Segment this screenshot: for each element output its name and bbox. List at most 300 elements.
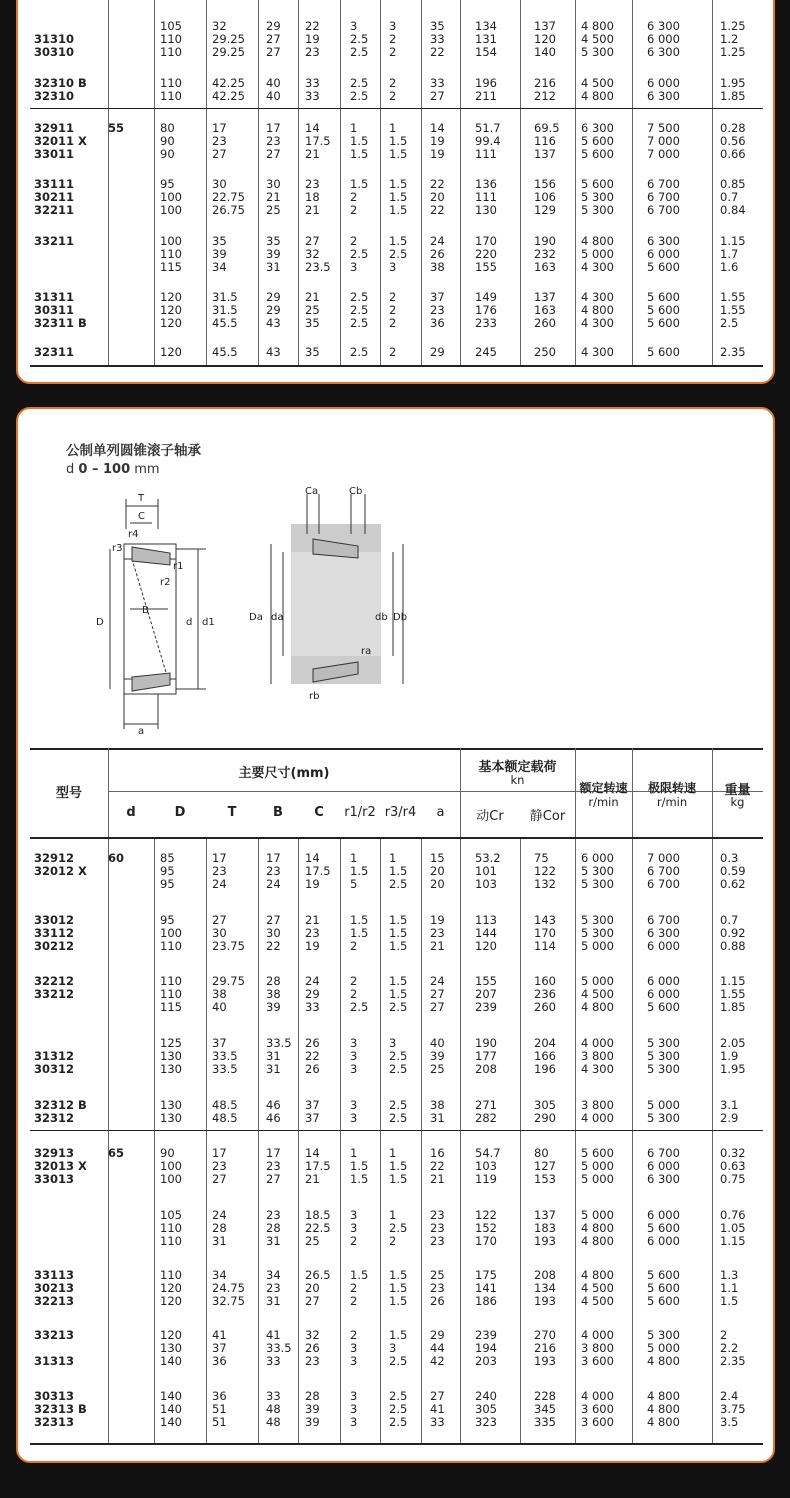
table-cell: 40 (266, 89, 281, 104)
table-cell: 46 (266, 1111, 281, 1126)
table-cell: 1.2 (720, 32, 739, 47)
table-cell: 3.75 (720, 1402, 746, 1417)
table-cell: 3 (350, 1111, 358, 1126)
table-cell: 140 (160, 1389, 182, 1403)
table-cell: 130 (475, 203, 497, 218)
table-cell: 1.5 (389, 1281, 408, 1296)
table-cell: 7 000 (647, 134, 680, 149)
table-cell: 0.75 (720, 1172, 746, 1187)
table-cell: 31 (266, 1049, 281, 1064)
label-d: d (186, 617, 193, 628)
table-cell: 19 (305, 877, 320, 892)
table-cell: 3 (389, 1341, 397, 1356)
table-cell: 110 (160, 939, 182, 954)
table-cell: 4 800 (581, 1000, 614, 1015)
table-cell: 31 (430, 1111, 445, 1126)
model-designation: 30212 (34, 939, 75, 954)
table-cell: 2 (389, 290, 397, 304)
column-divider (206, 0, 207, 366)
header-col-2: T (227, 805, 237, 820)
table-cell: 3 (350, 1062, 358, 1077)
table-cell: 5 600 (581, 1146, 614, 1160)
table-cell: 2.5 (389, 1098, 408, 1112)
table-cell: 6 000 (647, 974, 680, 988)
header-col-9: 静Cor (529, 809, 566, 824)
header-speed-unit: r/min (656, 795, 688, 809)
table-cell: 110 (160, 987, 182, 1002)
table-cell: 1.5 (389, 1268, 408, 1282)
table-cell: 120 (160, 303, 182, 318)
table-cell: 6 000 (647, 1234, 680, 1249)
table-cell: 137 (534, 19, 556, 33)
table-cell: 17 (266, 121, 281, 135)
column-divider (258, 839, 259, 1444)
table-cell: 48.5 (212, 1098, 238, 1112)
table-cell: 140 (160, 1354, 182, 1369)
table-cell: 4 500 (581, 32, 614, 47)
table-cell: 23 (430, 1221, 445, 1236)
table-cell: 2.5 (350, 290, 369, 304)
table-cell: 48 (266, 1402, 281, 1417)
table-cell: 106 (534, 190, 556, 205)
table-cell: 33.5 (266, 1036, 292, 1050)
table-cell: 15 (430, 851, 445, 865)
table-cell: 6 000 (647, 939, 680, 954)
table-cell: 3 (350, 1098, 358, 1112)
table-cell: 114 (534, 939, 556, 954)
table-cell: 3 (350, 1354, 358, 1369)
table-cell: 25 (305, 1234, 320, 1249)
table-cell: 190 (534, 234, 556, 248)
table-cell: 110 (160, 1234, 182, 1249)
table-cell: 115 (160, 260, 182, 275)
table-cell: 137 (534, 147, 556, 162)
table-cell: 95 (160, 877, 175, 892)
table-cell: 1.3 (720, 1268, 739, 1282)
table-cell: 23 (430, 303, 445, 318)
table-cell: 110 (160, 1221, 182, 1236)
table-cell: 2 (389, 45, 397, 60)
model-designation: 32911 (34, 121, 75, 135)
table-cell: 1.5 (350, 177, 369, 191)
column-divider (108, 0, 109, 366)
table-cell: 5 300 (581, 203, 614, 218)
table-cell: 3.5 (720, 1415, 739, 1430)
table-cell: 48.5 (212, 1111, 238, 1126)
table-cell: 3 (389, 260, 397, 275)
table-cell: 1.5 (389, 864, 408, 879)
table-cell: 39 (266, 1000, 281, 1015)
table-cell: 37 (305, 1111, 320, 1126)
table-cell: 34 (266, 1268, 281, 1282)
table-cell: 1.5 (389, 190, 408, 205)
table-cell: 5 600 (647, 260, 680, 275)
table-cell: 166 (534, 1049, 556, 1064)
table-cell: 2 (389, 89, 397, 104)
table-cell: 6 300 (647, 1172, 680, 1187)
table-cell: 110 (160, 1268, 182, 1282)
table-cell: 0.32 (720, 1146, 746, 1160)
column-divider (380, 0, 381, 366)
table-cell: 3 800 (581, 1341, 614, 1356)
table-cell: 37 (212, 1341, 227, 1356)
table-cell: 1.15 (720, 234, 746, 248)
table-cell: 6 300 (581, 121, 614, 135)
column-divider (575, 0, 576, 366)
size-range: d 0 – 100 mm (66, 462, 160, 477)
table-cell: 136 (475, 177, 497, 191)
table-cell: 1.5 (389, 1328, 408, 1342)
column-divider (154, 839, 155, 1444)
table-cell: 5 300 (647, 1036, 680, 1050)
model-designation: 32312 (34, 1111, 75, 1126)
table-cell: 17 (212, 1146, 227, 1160)
table-cell: 2.5 (350, 1000, 369, 1015)
table-cell: 54.7 (475, 1146, 501, 1160)
table-cell: 153 (534, 1172, 556, 1187)
table-cell: 228 (534, 1389, 556, 1403)
table-cell: 5 600 (647, 1281, 680, 1296)
table-cell: 1.6 (720, 260, 739, 275)
column-divider (460, 839, 461, 1444)
table-cell: 1.5 (389, 134, 408, 149)
table-cell: 3 (350, 260, 358, 275)
table-cell: 90 (160, 134, 175, 149)
table-cell: 24.75 (212, 1281, 245, 1296)
table-cell: 216 (534, 1341, 556, 1356)
table-cell: 5 (350, 877, 358, 892)
table-cell: 17.5 (305, 864, 331, 879)
table-cell: 1.15 (720, 974, 746, 988)
table-cell: 30 (266, 926, 281, 941)
table-cell: 110 (160, 45, 182, 60)
bore-diameter: 60 (108, 851, 125, 865)
table-cell: 1 (350, 121, 358, 135)
table-cell: 2.9 (720, 1111, 739, 1126)
table-cell: 5 000 (647, 1098, 680, 1112)
table-cell: 23.5 (305, 260, 331, 275)
table-cell: 31 (266, 1062, 281, 1077)
label-Ca: Ca (305, 486, 319, 497)
table-cell: 175 (475, 1268, 497, 1282)
table-cell: 17 (212, 121, 227, 135)
table-cell: 149 (475, 290, 497, 304)
table-cell: 143 (534, 913, 556, 927)
label-r4: r4 (128, 529, 139, 540)
column-divider (298, 0, 299, 366)
header-weight: 重量 (724, 783, 751, 798)
table-cell: 3 (350, 1049, 358, 1064)
table-cell: 110 (160, 89, 182, 104)
table-cell: 5 600 (581, 177, 614, 191)
bore-diameter: 65 (108, 1146, 125, 1160)
table-cell: 21 (305, 147, 320, 162)
column-divider (520, 0, 521, 366)
label-r3: r3 (112, 543, 123, 554)
table-cell: 4 800 (581, 1234, 614, 1249)
table-cell: 38 (430, 1098, 445, 1112)
table-cell: 28 (212, 1221, 227, 1236)
table-cell: 239 (475, 1000, 497, 1015)
table-cell: 130 (160, 1111, 182, 1126)
table-cell: 30 (212, 926, 227, 941)
table-cell: 1 (389, 1146, 397, 1160)
header-col-0: d (126, 805, 136, 820)
table-cell: 130 (160, 1341, 182, 1356)
model-designation: 33012 (34, 913, 75, 927)
model-designation: 31310 (34, 32, 75, 47)
table-cell: 105 (160, 1208, 182, 1222)
table-cell: 20 (305, 1281, 320, 1296)
table-cell: 2 (350, 939, 358, 954)
table-cell: 1.55 (720, 303, 746, 318)
model-designation: 32012 X (34, 864, 87, 879)
table-cell: 5 300 (581, 864, 614, 879)
table-cell: 21 (305, 203, 320, 218)
table-cell: 23 (212, 864, 227, 879)
table-cell: 270 (534, 1328, 556, 1342)
table-cell: 27 (266, 45, 281, 60)
table-cell: 120 (160, 1281, 182, 1296)
table-cell: 5 000 (581, 974, 614, 988)
model-designation: 32913 (34, 1146, 75, 1160)
table-cell: 5 000 (581, 939, 614, 954)
label-r1: r1 (173, 561, 184, 572)
table-cell: 134 (475, 19, 497, 33)
table-cell: 26 (430, 247, 445, 262)
table-cell: 1.5 (350, 147, 369, 162)
column-divider (258, 0, 259, 366)
table-cell: 27 (266, 32, 281, 47)
table-cell: 4 800 (647, 1415, 680, 1430)
table-cell: 35 (305, 316, 320, 331)
table-cell: 1.85 (720, 89, 746, 104)
bearing-dimension-diagram (78, 489, 228, 739)
table-cell: 29.25 (212, 45, 245, 60)
table-cell: 335 (534, 1415, 556, 1430)
table-cell: 116 (534, 134, 556, 149)
table-cell: 5 600 (647, 1268, 680, 1282)
table-cell: 110 (160, 76, 182, 90)
table-bottom-border (30, 365, 763, 367)
table-cell: 193 (534, 1294, 556, 1309)
model-designation: 32013 X (34, 1159, 87, 1174)
table-cell: 21 (430, 939, 445, 954)
table-cell: 154 (475, 45, 497, 60)
table-cell: 305 (534, 1098, 556, 1112)
table-cell: 1.55 (720, 987, 746, 1002)
table-cell: 0.84 (720, 203, 746, 218)
table-cell: 2.5 (350, 89, 369, 104)
table-cell: 33.5 (212, 1062, 238, 1077)
table-cell: 100 (160, 926, 182, 941)
table-cell: 120 (160, 1294, 182, 1309)
table-cell: 5 000 (581, 1172, 614, 1187)
table-cell: 23 (212, 1159, 227, 1174)
table-cell: 140 (160, 1402, 182, 1417)
model-designation: 33213 (34, 1328, 75, 1342)
table-cell: 119 (475, 1172, 497, 1187)
table-cell: 183 (534, 1221, 556, 1236)
table-cell: 40 (430, 1036, 445, 1050)
bore-diameter: 55 (108, 121, 125, 135)
table-cell: 1.55 (720, 290, 746, 304)
table-cell: 1.5 (350, 926, 369, 941)
table-cell: 18 (305, 190, 320, 205)
table-cell: 105 (160, 19, 182, 33)
table-cell: 21 (305, 290, 320, 304)
header-limit-speed: 极限转速 (647, 781, 696, 795)
table-cell: 0.3 (720, 851, 739, 865)
table-cell: 4 800 (647, 1389, 680, 1403)
table-cell: 24 (305, 974, 320, 988)
table-cell: 38 (212, 987, 227, 1002)
table-cell: 4 800 (581, 89, 614, 104)
table-cell: 28 (305, 1389, 320, 1403)
table-cell: 1.1 (720, 1281, 739, 1296)
table-cell: 43 (266, 316, 281, 331)
column-divider (421, 839, 422, 1444)
table-cell: 37 (430, 290, 445, 304)
model-designation: 33212 (34, 987, 75, 1002)
table-cell: 99.4 (475, 134, 501, 149)
table-cell: 27 (430, 987, 445, 1002)
label-da: da (271, 612, 284, 623)
table-cell: 6 300 (647, 89, 680, 104)
table-cell: 130 (160, 1062, 182, 1077)
model-designation: 33111 (34, 177, 75, 191)
table-cell: 25 (305, 303, 320, 318)
table-cell: 2.35 (720, 1354, 746, 1369)
table-cell: 1 (350, 851, 358, 865)
table-cell: 1.95 (720, 1062, 746, 1077)
label-Da: Da (249, 612, 263, 623)
table-cell: 22 (430, 177, 445, 191)
table-cell: 220 (475, 247, 497, 262)
table-cell: 23 (305, 926, 320, 941)
table-cell: 0.92 (720, 926, 746, 941)
table-cell: 5 300 (647, 1328, 680, 1342)
model-designation: 31312 (34, 1049, 75, 1064)
table-cell: 40 (212, 1000, 227, 1015)
table-cell: 22 (430, 203, 445, 218)
table-cell: 1.5 (389, 926, 408, 941)
table-cell: 33.5 (266, 1341, 292, 1356)
table-cell: 2 (350, 203, 358, 218)
table-cell: 3 800 (581, 1098, 614, 1112)
table-cell: 23 (430, 1281, 445, 1296)
table-cell: 130 (160, 1098, 182, 1112)
table-cell: 190 (475, 1036, 497, 1050)
table-cell: 2 (389, 76, 397, 90)
table-cell: 23 (266, 134, 281, 149)
table-cell: 125 (160, 1036, 182, 1050)
table-cell: 22 (266, 939, 281, 954)
table-cell: 193 (534, 1354, 556, 1369)
table-cell: 2.5 (389, 1389, 408, 1403)
table-cell: 290 (534, 1111, 556, 1126)
table-cell: 1.5 (720, 1294, 739, 1309)
table-cell: 203 (475, 1354, 497, 1369)
table-cell: 100 (160, 203, 182, 218)
header-col-7: a (436, 805, 445, 820)
table-cell: 30 (266, 177, 281, 191)
table-cell: 33 (305, 89, 320, 104)
table-cell: 4 300 (581, 1062, 614, 1077)
table-cell: 194 (475, 1341, 497, 1356)
table-cell: 32.75 (212, 1294, 245, 1309)
mounting-dimension-diagram (243, 484, 413, 724)
model-designation: 32312 B (34, 1098, 87, 1112)
table-cell: 6 700 (647, 203, 680, 218)
table-cell: 4 500 (581, 1281, 614, 1296)
table-cell: 1.5 (389, 234, 408, 248)
table-cell: 204 (534, 1036, 556, 1050)
table-cell: 5 600 (647, 316, 680, 331)
table-cell: 1.95 (720, 76, 746, 90)
table-cell: 4 500 (581, 76, 614, 90)
table-cell: 30 (212, 177, 227, 191)
table-cell: 37 (305, 1098, 320, 1112)
table-cell: 6 000 (647, 247, 680, 262)
table-cell: 216 (534, 76, 556, 90)
table-cell: 45.5 (212, 345, 238, 359)
model-designation: 32311 (34, 345, 75, 359)
table-cell: 5 300 (581, 877, 614, 892)
table-cell: 4 300 (581, 316, 614, 331)
table-cell: 2.5 (389, 1354, 408, 1369)
table-cell: 240 (475, 1389, 497, 1403)
table-cell: 4 000 (581, 1389, 614, 1403)
table-cell: 17.5 (305, 1159, 331, 1174)
column-divider (108, 839, 109, 1444)
table-cell: 7 000 (647, 851, 680, 865)
table-cell: 48 (266, 1415, 281, 1430)
size-group-separator (30, 108, 763, 109)
table-cell: 1.5 (389, 1159, 408, 1174)
table-cell: 42 (430, 1354, 445, 1369)
table-cell: 29 (430, 1328, 445, 1342)
table-cell: 250 (534, 345, 556, 359)
table-cell: 120 (160, 290, 182, 304)
table-cell: 23 (266, 864, 281, 879)
table-cell: 163 (534, 303, 556, 318)
table-cell: 2.5 (720, 316, 739, 331)
table-cell: 1.85 (720, 1000, 746, 1015)
label-B: B (142, 605, 149, 616)
table-cell: 127 (534, 1159, 556, 1174)
table-cell: 46 (266, 1098, 281, 1112)
table-cell: 4 000 (581, 1111, 614, 1126)
model-designation: 31311 (34, 290, 75, 304)
table-cell: 22.5 (305, 1221, 331, 1236)
model-designation: 33011 (34, 147, 75, 162)
table-cell: 6 700 (647, 190, 680, 205)
table-cell: 100 (160, 1172, 182, 1187)
table-cell: 19 (305, 939, 320, 954)
table-cell: 1.5 (350, 1268, 369, 1282)
table-cell: 33 (266, 1389, 281, 1403)
table-cell: 2 (350, 974, 358, 988)
table-cell: 2.5 (350, 247, 369, 262)
table-cell: 14 (430, 121, 445, 135)
table-bottom-border (30, 1443, 763, 1445)
table-cell: 132 (534, 877, 556, 892)
table-cell: 6 700 (647, 177, 680, 191)
table-cell: 53.2 (475, 851, 501, 865)
table-cell: 2 (350, 987, 358, 1002)
header-col-8: 动Cr (476, 809, 504, 824)
